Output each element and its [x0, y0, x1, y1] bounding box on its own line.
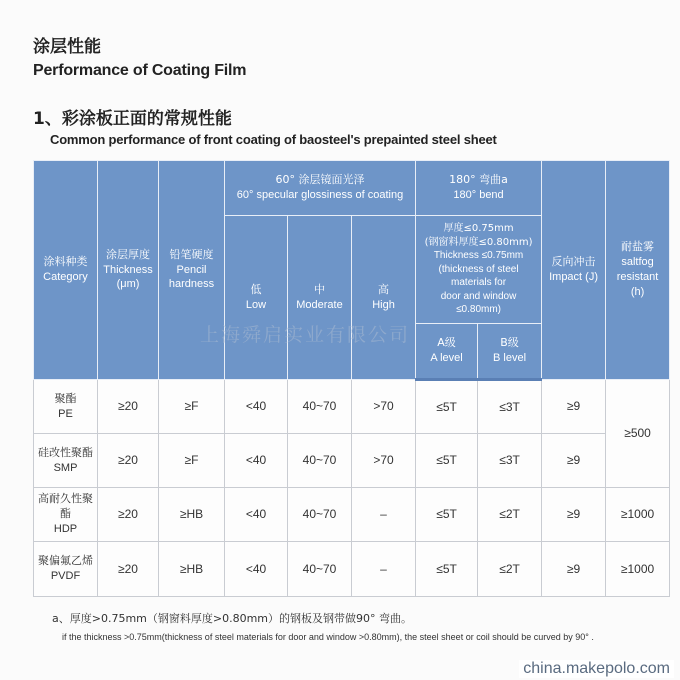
- gloss-moderate-cell: 40~70: [288, 434, 352, 488]
- section-title-en: Common performance of front coating of baosteel's prepainted steel sheet: [50, 132, 497, 147]
- table-row: [34, 380, 670, 434]
- header-gloss-high: 高 High: [352, 216, 416, 380]
- footnote-en: if the thickness >0.75mm(thickness of steel materials for door and window >0.80mm), the steel sheet or coil should be curved by 90° .: [62, 632, 594, 642]
- saltfog-cell: ≥1000: [606, 542, 670, 597]
- header-thickness: 涂层厚度 Thickness (μm): [98, 161, 159, 380]
- thickness-cell: ≥20: [98, 488, 159, 542]
- saltfog-cell: ≥1000: [606, 488, 670, 542]
- bend-a-cell: ≤5T: [416, 542, 478, 597]
- gloss-moderate-cell: 40~70: [288, 380, 352, 434]
- header-bend-thickness: 厚度≤0.75mm (钢窗料厚度≤0.80mm) Thickness ≤0.75mm (thickness of steel materials for door and window ≤0.80mm): [416, 216, 542, 324]
- site-watermark: china.makepolo.com: [519, 660, 674, 678]
- header-gloss: 60° 涂层镜面光泽 60° specular glossiness of coating: [225, 161, 416, 216]
- gloss-moderate-cell: 40~70: [288, 488, 352, 542]
- gloss-high-cell: –: [352, 542, 416, 597]
- impact-cell: ≥9: [542, 434, 606, 488]
- thickness-cell: ≥20: [98, 434, 159, 488]
- category-cell: 硅改性聚酯 SMP: [34, 434, 98, 488]
- gloss-low-cell: <40: [225, 434, 288, 488]
- bend-a-cell: ≤5T: [416, 434, 478, 488]
- gloss-moderate-cell: 40~70: [288, 542, 352, 597]
- table-row: [34, 434, 670, 488]
- gloss-high-cell: >70: [352, 380, 416, 434]
- header-pencil-hardness: 铅笔硬度 Pencil hardness: [159, 161, 225, 380]
- gloss-low-cell: <40: [225, 380, 288, 434]
- header-saltfog: 耐盐雾 saltfog resistant (h): [606, 161, 670, 380]
- gloss-high-cell: –: [352, 488, 416, 542]
- performance-table: [33, 160, 670, 597]
- header-bend: 180° 弯曲a 180° bend: [416, 161, 542, 216]
- watermark: 上海舜启实业有限公司: [200, 324, 411, 346]
- gloss-low-cell: <40: [225, 488, 288, 542]
- bend-b-cell: ≤3T: [478, 434, 542, 488]
- table-row: [34, 542, 670, 597]
- saltfog-cell: ≥500: [606, 380, 670, 488]
- pencil-cell: ≥F: [159, 434, 225, 488]
- pencil-cell: ≥HB: [159, 542, 225, 597]
- section-title-cn: 1、彩涂板正面的常规性能: [33, 109, 232, 129]
- impact-cell: ≥9: [542, 488, 606, 542]
- page-title-en: Performance of Coating Film: [33, 62, 247, 79]
- pencil-cell: ≥HB: [159, 488, 225, 542]
- table-row: [34, 488, 670, 542]
- header-impact: 反向冲击 Impact (J): [542, 161, 606, 380]
- category-cell: 聚偏氟乙烯 PVDF: [34, 542, 98, 597]
- header-a-level: A级 A level: [416, 324, 478, 380]
- bend-a-cell: ≤5T: [416, 380, 478, 434]
- header-gloss-low: 低 Low: [225, 216, 288, 380]
- category-cell: 聚酯 PE: [34, 380, 98, 434]
- pencil-cell: ≥F: [159, 380, 225, 434]
- impact-cell: ≥9: [542, 542, 606, 597]
- thickness-cell: ≥20: [98, 380, 159, 434]
- bend-b-cell: ≤2T: [478, 542, 542, 597]
- bend-b-cell: ≤2T: [478, 488, 542, 542]
- gloss-high-cell: >70: [352, 434, 416, 488]
- header-b-level: B级 B level: [478, 324, 542, 380]
- header-gloss-moderate: 中 Moderate: [288, 216, 352, 380]
- impact-cell: ≥9: [542, 380, 606, 434]
- footnote-cn: a、厚度>0.75mm（钢窗料厚度>0.80mm）的钢板及钢带做90° 弯曲。: [52, 612, 413, 625]
- gloss-low-cell: <40: [225, 542, 288, 597]
- bend-a-cell: ≤5T: [416, 488, 478, 542]
- category-cell: 高耐久性聚酯 HDP: [34, 488, 98, 542]
- bend-b-cell: ≤3T: [478, 380, 542, 434]
- page-title-cn: 涂层性能: [33, 37, 101, 57]
- header-category: 涂料种类 Category: [34, 161, 98, 380]
- thickness-cell: ≥20: [98, 542, 159, 597]
